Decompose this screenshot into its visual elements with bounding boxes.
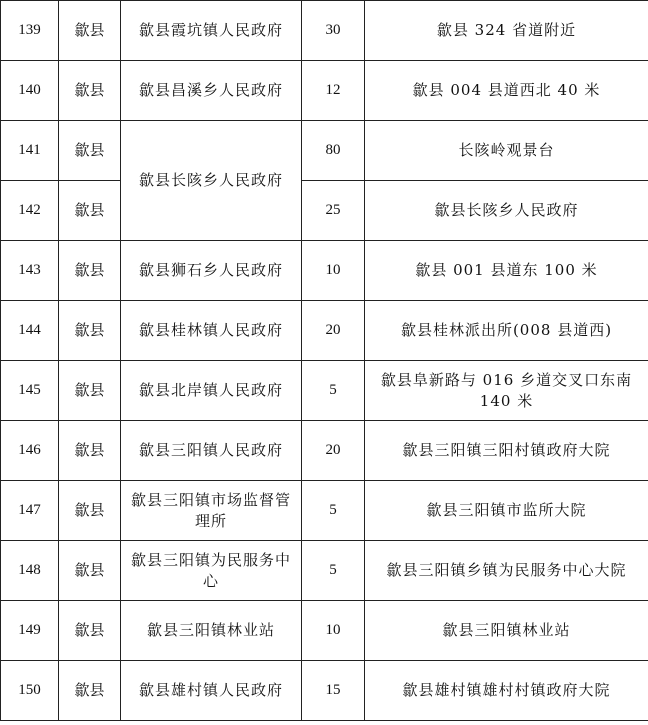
unit-cell: 歙县三阳镇市场监督管理所 — [121, 481, 302, 541]
county-cell: 歙县 — [59, 541, 121, 601]
quantity-cell: 80 — [302, 121, 365, 181]
location-cell: 歙县雄村镇雄村村镇政府大院 — [365, 661, 648, 721]
row-number: 150 — [1, 661, 59, 721]
row-number: 144 — [1, 301, 59, 361]
table-row — [1, 181, 648, 241]
quantity-cell: 20 — [302, 421, 365, 481]
county-cell: 歙县 — [59, 181, 121, 241]
unit-cell: 歙县雄村镇人民政府 — [121, 661, 302, 721]
row-number: 140 — [1, 61, 59, 121]
county-cell: 歙县 — [59, 661, 121, 721]
table-row — [1, 661, 648, 721]
county-cell: 歙县 — [59, 361, 121, 421]
quantity-cell: 15 — [302, 661, 365, 721]
county-cell: 歙县 — [59, 61, 121, 121]
table-row — [1, 541, 648, 601]
quantity-cell: 12 — [302, 61, 365, 121]
unit-cell-merged: 歙县长陔乡人民政府 — [121, 121, 302, 241]
county-cell: 歙县 — [59, 241, 121, 301]
quantity-cell: 25 — [302, 181, 365, 241]
quantity-cell: 20 — [302, 301, 365, 361]
row-number: 139 — [1, 1, 59, 61]
location-cell: 歙县阜新路与 016 乡道交叉口东南 140 米 — [365, 361, 648, 421]
county-cell: 歙县 — [59, 301, 121, 361]
location-cell: 长陔岭观景台 — [365, 121, 648, 181]
table-row — [1, 241, 648, 301]
unit-cell: 歙县三阳镇林业站 — [121, 601, 302, 661]
unit-cell: 歙县霞坑镇人民政府 — [121, 1, 302, 61]
table-row — [1, 361, 648, 421]
row-number: 147 — [1, 481, 59, 541]
unit-cell: 歙县北岸镇人民政府 — [121, 361, 302, 421]
row-number: 145 — [1, 361, 59, 421]
quantity-cell: 30 — [302, 1, 365, 61]
table-row — [1, 1, 648, 61]
quantity-cell: 10 — [302, 241, 365, 301]
location-cell: 歙县 001 县道东 100 米 — [365, 241, 648, 301]
table-row — [1, 61, 648, 121]
county-cell: 歙县 — [59, 481, 121, 541]
row-number: 142 — [1, 181, 59, 241]
county-cell: 歙县 — [59, 1, 121, 61]
quantity-cell: 5 — [302, 541, 365, 601]
table-row — [1, 301, 648, 361]
quantity-cell: 10 — [302, 601, 365, 661]
row-number: 143 — [1, 241, 59, 301]
table-row — [1, 421, 648, 481]
location-cell: 歙县 324 省道附近 — [365, 1, 648, 61]
unit-cell: 歙县昌溪乡人民政府 — [121, 61, 302, 121]
quantity-cell: 5 — [302, 481, 365, 541]
unit-cell: 歙县三阳镇人民政府 — [121, 421, 302, 481]
county-cell: 歙县 — [59, 121, 121, 181]
row-number: 146 — [1, 421, 59, 481]
location-cell: 歙县三阳镇林业站 — [365, 601, 648, 661]
row-number: 148 — [1, 541, 59, 601]
location-cell: 歙县三阳镇乡镇为民服务中心大院 — [365, 541, 648, 601]
unit-cell: 歙县狮石乡人民政府 — [121, 241, 302, 301]
table-row — [1, 601, 648, 661]
row-number: 149 — [1, 601, 59, 661]
unit-cell: 歙县三阳镇为民服务中心 — [121, 541, 302, 601]
location-cell: 歙县三阳镇市监所大院 — [365, 481, 648, 541]
row-number: 141 — [1, 121, 59, 181]
location-cell: 歙县 004 县道西北 40 米 — [365, 61, 648, 121]
quantity-cell: 5 — [302, 361, 365, 421]
county-cell: 歙县 — [59, 601, 121, 661]
location-cell: 歙县三阳镇三阳村镇政府大院 — [365, 421, 648, 481]
county-cell: 歙县 — [59, 421, 121, 481]
unit-cell: 歙县桂林镇人民政府 — [121, 301, 302, 361]
table-row — [1, 121, 648, 181]
location-cell: 歙县桂林派出所(008 县道西) — [365, 301, 648, 361]
location-cell: 歙县长陔乡人民政府 — [365, 181, 648, 241]
table-row — [1, 481, 648, 541]
